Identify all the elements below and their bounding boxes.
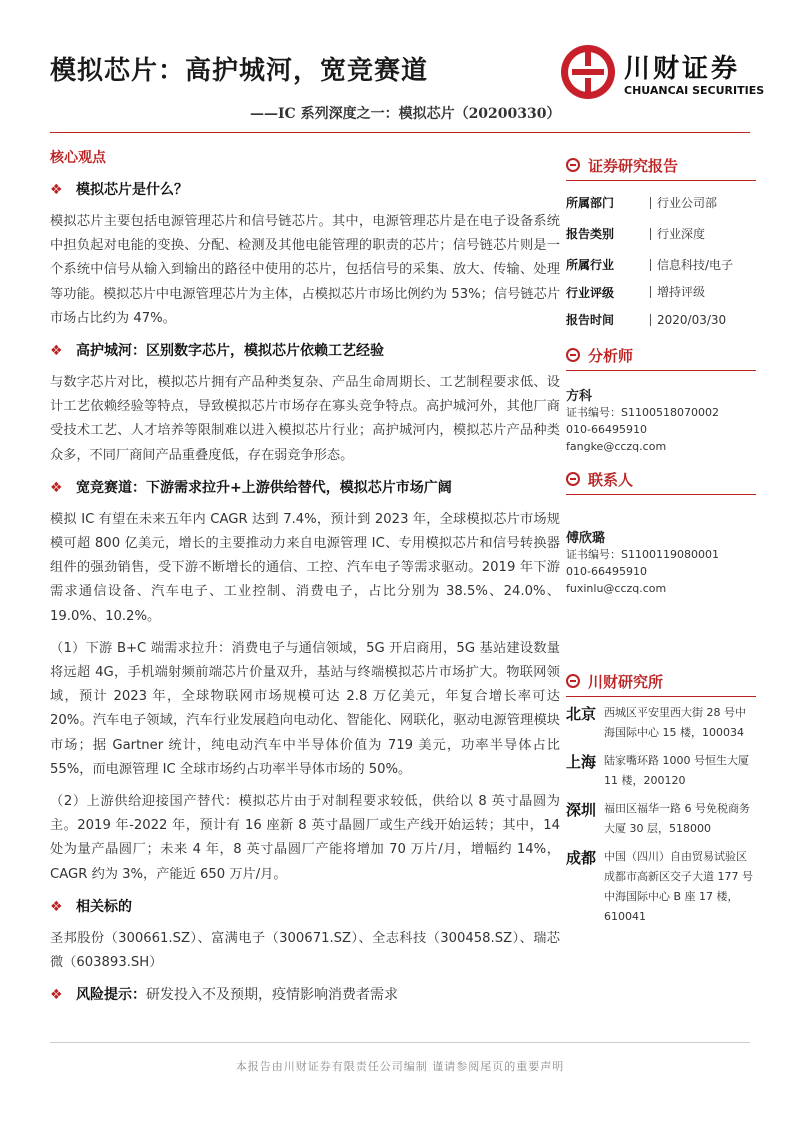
analyst-phone: 010-66495910: [566, 423, 647, 436]
analyst-heading: 分析师: [566, 344, 756, 366]
divider: [566, 370, 756, 371]
section-heading: ❖ 模拟芯片是什么？: [50, 178, 560, 202]
section-icon: [566, 472, 580, 486]
analyst-email[interactable]: fangke@cczq.com: [566, 440, 667, 453]
report-info-heading: 证券研究报告: [566, 154, 756, 176]
header-rule: [50, 132, 750, 133]
main-content: [50, 172, 560, 1015]
contact-cert: 证书编号：S1100119080001: [566, 548, 719, 561]
logo-text-en: CHUANCAI SECURITIES: [624, 84, 765, 97]
info-row: 报告类别 行业深度: [566, 226, 706, 241]
core-label: 核心观点: [50, 150, 106, 166]
paragraph: 圣邦股份（300661.SZ）、富满电子（300671.SZ）、全志科技（300458.SZ）、瑞芯微（603893.SH）: [50, 930, 560, 971]
paragraph: 与数字芯片对比，模拟芯片拥有产品种类复杂、产品生命周期长、工艺制程要求低、设计工艺依赖经验等特点，导致模拟芯片市场存在寡头竞争特点。高护城河外，其他厂商受技术工艺、人才培养等限制难以进入模拟芯片行业；高护城河内，模拟芯片产品种类众多，不同厂商间产品重叠度低，存在弱竞争形态。: [50, 375, 560, 463]
risk-note: ❖ 风险提示：研发投入不及预期，疫情影响消费者需求: [50, 983, 560, 1007]
office-shanghai: 上海 陆家嘴环路 1000 号恒生大厦 11 楼，200120: [566, 753, 749, 787]
office-shenzhen: 深圳 福田区福华一路 6 号免税商务大厦 30 层，518000: [566, 801, 750, 835]
contact-phone: 010-66495910: [566, 565, 647, 578]
section-icon: [566, 158, 580, 172]
diamond-icon: ❖: [50, 898, 63, 915]
diamond-icon: ❖: [50, 343, 63, 360]
paragraph: （2）上游供给迎接国产替代：模拟芯片由于对制程要求较低，供给以 8 英寸晶圆为主。2019 年-2022 年，预计有 16 座新 8 英寸晶圆厂或生产线开始运转；其中，14 处为量产晶圆厂；未来 4 年，8 英寸晶圆厂产能将增加 70 万片/月，增幅约 14%，CAGR 约为 3%，产能近 650 万片/月。: [50, 794, 560, 882]
logo-mark-icon: [560, 44, 616, 100]
paragraph: （1）下游 B+C 端需求拉升：消费电子与通信领域，5G 开启商用，5G 基站建设数量将远超 4G，手机端射频前端芯片价量双升，基站与终端模拟芯片市场扩大。物联网领域，预计 2023 年，全球物联网市场规模可达 2.8 万亿美元，年复合增长率可达 20%。汽车电子领域，汽车行业发展趋向电动化、智能化、网联化，驱动电源管理模块市场；据 Gartner 统计，纯电动汽车中半导体价值为 719 美元，功率半导体占比 55%，而电源管理 IC 全球市场约占功率半导体市场的 50%。: [50, 640, 560, 777]
contact-heading: 联系人: [566, 468, 756, 490]
info-row: 所属行业 信息科技/电子: [566, 257, 734, 272]
section-icon: [566, 674, 580, 688]
footer-disclaimer: 本报告由川财证券有限责任公司编制 谨请参阅尾页的重要声明: [235, 1060, 565, 1073]
info-row: 报告时间 2020/03/30: [566, 312, 727, 327]
section-heading: ❖ 高护城河：区别数字芯片，模拟芯片依赖工艺经验: [50, 339, 560, 363]
contact-panel: [566, 468, 756, 597]
analyst-cert: 证书编号：S1100518070002: [566, 406, 719, 419]
analyst-panel: [566, 344, 756, 455]
divider: [566, 494, 756, 495]
analyst-name: 方科: [566, 389, 593, 404]
info-row: 行业评级 增持评级: [566, 285, 706, 300]
institute-panel: [566, 670, 756, 935]
report-subtitle: ——IC 系列深度之一：模拟芯片（20200330）: [250, 106, 561, 122]
office-chengdu: 成都 中国（四川）自由贸易试验区成都市高新区交子大道 177 号中海国际中心 B 座 17 楼，610041: [566, 849, 753, 923]
institute-heading: 川财研究所: [566, 670, 756, 692]
diamond-icon: ❖: [50, 182, 63, 198]
contact-email[interactable]: fuxinlu@cczq.com: [566, 582, 667, 595]
diamond-icon: ❖: [50, 479, 63, 496]
office-beijing: 北京 西城区平安里西大街 28 号中海国际中心 15 楼，100034: [566, 705, 746, 739]
section-icon: [566, 348, 580, 362]
section-heading: ❖ 宽竞赛道：下游需求拉升+上游供给替代，模拟芯片市场广阔: [50, 476, 560, 500]
divider: [566, 180, 756, 181]
report-title: 模拟芯片：高护城河，宽竞赛道: [50, 56, 429, 86]
contact-name: 傅欣璐: [566, 531, 606, 546]
footer-rule: [50, 1042, 750, 1043]
company-logo: [560, 44, 765, 104]
section-heading: ❖ 相关标的: [50, 895, 560, 919]
paragraph: 模拟 IC 有望在未来五年内 CAGR 达到 7.4%，预计到 2023 年，全球模拟芯片市场规模可超 800 亿美元，增长的主要推动力来自电源管理 IC、专用模拟芯片和信号转换器组件的强劲销售，受下游不断增长的通信、工控、汽车电子等需求驱动。2019 年下游需求通信设备、汽车电子、工业控制、消费电子，占比分别为 38.5%、24.0%、19.0%、10.2%。: [50, 511, 560, 624]
paragraph: 模拟芯片主要包括电源管理芯片和信号链芯片。其中，电源管理芯片是在电子设备系统中担负起对电能的变换、分配、检测及其他电能管理的职责的芯片；信号链芯片则是一个系统中信号从输入到输出的路径中使用的芯片，包括信号的采集、放大、传输、处理等功能。模拟芯片中电源管理芯片为主体，占模拟芯片市场比例约为 53%；信号链芯片市场占比约为 47%。: [50, 214, 560, 326]
report-info-panel: [566, 154, 756, 335]
logo-text-cn: 川财证券: [624, 54, 741, 84]
info-row: 所属部门 行业公司部: [566, 195, 718, 210]
diamond-icon: ❖: [50, 987, 63, 1004]
divider: [566, 696, 756, 697]
